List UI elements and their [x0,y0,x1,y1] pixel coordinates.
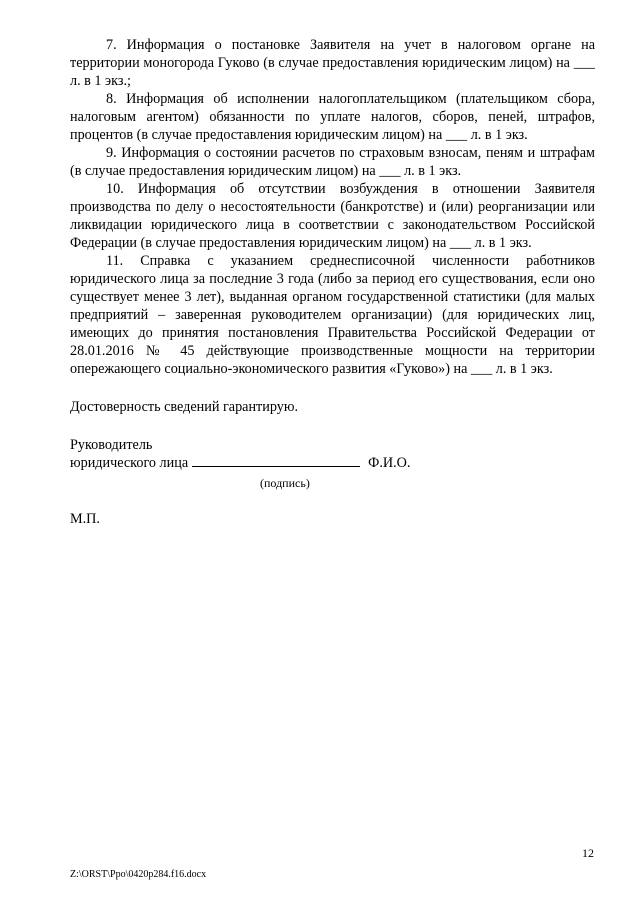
list-item-9: 9. Информация о состоянии расчетов по страховым взносам, пеням и штрафам (в случае предоставления юридическим лицом) на ___ л. в 1 экз. [70,145,595,179]
signature-field[interactable] [192,454,360,467]
signature-title: Руководитель [70,437,153,453]
list-item-10: 10. Информация об отсутствии возбуждения в отношении Заявителя производства по делу о несостоятельности (банкротстве) и (или) реорганизации или ликвидации юридического лица в соответствии с законодательством Российской Федерации (в случае предоставления юридическим лицом) на ___ л. в 1 экз. [70,181,595,251]
list-item-8: 8. Информация об исполнении налогоплательщиком (плательщиком сбора, налоговым агентом) обязанности по уплате налогов, сборов, пеней, штрафов, процентов (в случае предоставления юридическим лицом) на ___ л. в 1 экз. [70,91,595,143]
file-path: Z:\ORST\Ppo\0420p284.f16.docx [70,869,207,880]
signature-block [70,436,595,490]
document-body [70,36,595,542]
signature-line [70,454,595,472]
stamp-place: М.П. [70,511,100,527]
list-item-11: 11. Справка с указанием среднесписочной численности работников юридического лица за последние 3 года (либо за период его существования, если оно существует менее 3 лет), выданная органом государственной статистики (для малых предприятий – заверенная руководителем организации) (для юридических лиц, имеющих до принятия постановления Правительства Российской Федерации от 28.01.2016 № 45 действующие производственные мощности на территории опережающего социально-экономического развития «Гуково») на ___ л. в 1 экз. [70,253,595,377]
signature-name-label: Ф.И.О. [368,455,411,471]
guarantee-statement: Достоверность сведений гарантирую. [70,399,298,415]
signature-caption: (подпись) [260,476,310,490]
page-number: 12 [582,846,594,860]
list-item-7: 7. Информация о постановке Заявителя на учет в налоговом органе на территории моногорода Гуково (в случае предоставления юридическим лицом) на ___ л. в 1 экз.; [70,37,595,89]
signature-prefix: юридического лица [70,455,189,471]
